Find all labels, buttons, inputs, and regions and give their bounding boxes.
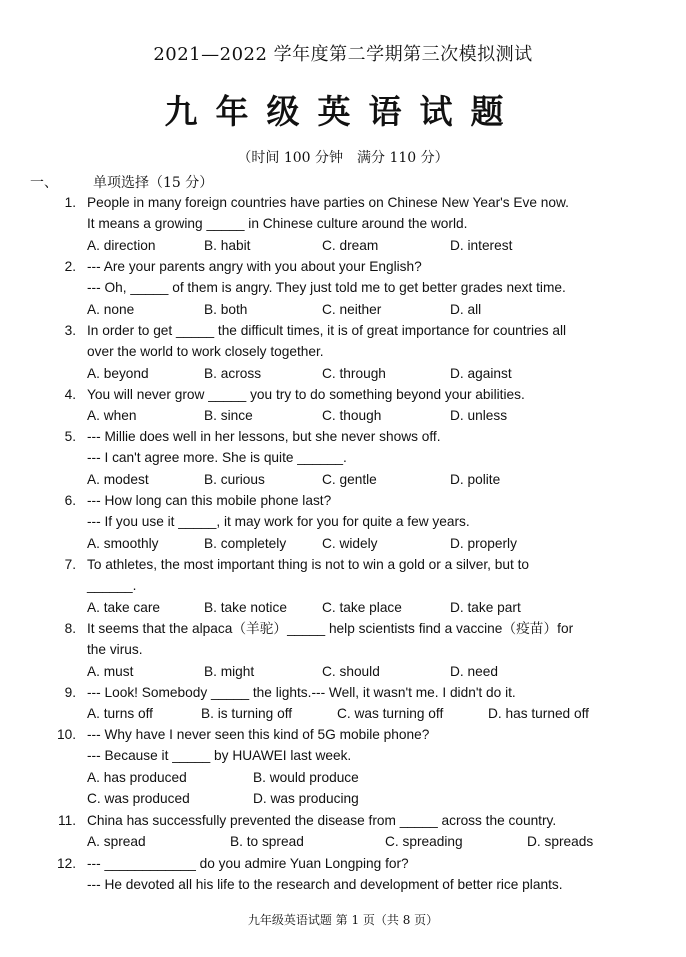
answer-option[interactable]: C. was produced <box>87 790 190 806</box>
answer-option[interactable]: A. must <box>87 663 134 679</box>
question-number: 2. <box>64 259 76 274</box>
answer-option[interactable]: D. has turned off <box>488 706 589 722</box>
exam-title: 九年级英语试题 <box>164 92 522 131</box>
answer-option[interactable]: D. against <box>450 365 512 381</box>
answer-option[interactable]: A. direction <box>87 237 156 253</box>
exam-info: （时间 100 分钟 满分 110 分） <box>237 150 449 166</box>
answer-option[interactable]: B. since <box>204 408 253 424</box>
question-number: 8. <box>64 621 76 636</box>
question-number: 7. <box>64 557 76 572</box>
answer-option[interactable]: B. habit <box>204 237 251 253</box>
answer-option[interactable]: C. gentle <box>322 471 377 487</box>
answer-option[interactable]: A. smoothly <box>87 535 159 551</box>
question-text: --- Why have I never seen this kind of 5G mobile phone? <box>87 727 430 742</box>
answer-option[interactable]: C. through <box>322 365 386 381</box>
question-number: 3. <box>64 323 76 338</box>
answer-option[interactable]: B. is turning off <box>201 706 293 722</box>
question-text: --- I can't agree more. She is quite ______. <box>87 450 347 466</box>
question-number: 11. <box>57 813 76 828</box>
question-text: In order to get _____ the difficult times, it is of great importance for countries all <box>87 323 567 338</box>
answer-option[interactable]: A. turns off <box>87 706 153 722</box>
question-text: People in many foreign countries have parties on Chinese New Year's Eve now. <box>87 195 569 210</box>
question-text: China has successfully prevented the disease from _____ across the country. <box>87 813 557 828</box>
question-text: --- Millie does well in her lessons, but she never shows off. <box>87 429 441 444</box>
question-text: --- Look! Somebody _____ the lights.--- Well, it wasn't me. I didn't do it. <box>87 685 516 700</box>
answer-option[interactable]: A. when <box>87 408 137 424</box>
page-footer: 九年级英语试题 第 1 页（共 8 页） <box>247 913 439 927</box>
answer-option[interactable]: B. to spread <box>230 834 304 850</box>
answer-option[interactable]: B. might <box>204 663 255 679</box>
answer-option[interactable]: A. modest <box>87 471 149 487</box>
question-text: --- ____________ do you admire Yuan Longping for? <box>87 856 409 871</box>
answer-option[interactable]: B. would produce <box>253 769 359 785</box>
question-text: You will never grow _____ you try to do something beyond your abilities. <box>87 387 525 402</box>
section-number: 一、 <box>30 175 58 191</box>
term-header: 2021—2022 学年度第二学期第三次模拟测试 <box>153 44 533 65</box>
answer-option[interactable]: C. spreading <box>385 834 463 850</box>
question-number: 12. <box>56 856 76 871</box>
question-number: 1. <box>64 195 76 210</box>
answer-option[interactable]: C. should <box>322 663 380 679</box>
answer-option[interactable]: D. polite <box>450 471 501 487</box>
answer-option[interactable]: B. take notice <box>204 599 287 615</box>
question-text: ______. <box>87 578 137 594</box>
question-text: --- He devoted all his life to the research and development of better rice plants. <box>87 877 563 893</box>
question-number: 4. <box>64 387 76 402</box>
answer-option[interactable]: D. was producing <box>253 790 359 806</box>
question-number: 10. <box>56 727 76 742</box>
answer-option[interactable]: C. neither <box>322 301 382 317</box>
answer-option[interactable]: B. both <box>204 301 248 317</box>
question-text: --- Because it _____ by HUAWEI last week. <box>87 748 352 764</box>
answer-option[interactable]: D. unless <box>450 408 508 424</box>
answer-option[interactable]: D. spreads <box>527 834 594 850</box>
answer-option[interactable]: A. take care <box>87 599 161 615</box>
question-text: over the world to work closely together. <box>87 344 324 360</box>
answer-option[interactable]: D. interest <box>450 237 513 253</box>
answer-option[interactable]: C. though <box>322 408 382 424</box>
answer-option[interactable]: C. was turning off <box>337 706 444 722</box>
answer-option[interactable]: D. all <box>450 301 482 317</box>
answer-option[interactable]: D. take part <box>450 599 521 615</box>
question-number: 6. <box>64 493 76 508</box>
section-title: 单项选择（15 分） <box>93 175 214 191</box>
question-text: --- Oh, _____ of them is angry. They just told me to get better grades next time. <box>87 280 566 296</box>
answer-option[interactable]: C. dream <box>322 237 379 253</box>
answer-option[interactable]: A. spread <box>87 834 146 850</box>
question-text: It means a growing _____ in Chinese culture around the world. <box>87 216 468 232</box>
question-text: To athletes, the most important thing is not to win a gold or a silver, but to <box>87 557 530 572</box>
answer-option[interactable]: B. completely <box>204 535 287 551</box>
answer-option[interactable]: B. curious <box>204 471 265 487</box>
question-text: --- Are your parents angry with you about your English? <box>87 259 422 274</box>
answer-option[interactable]: A. none <box>87 301 135 317</box>
question-text: It seems that the alpaca（羊驼）_____ help scientists find a vaccine（疫苗）for <box>87 621 574 636</box>
answer-option[interactable]: A. has produced <box>87 769 187 785</box>
question-text: --- How long can this mobile phone last? <box>87 493 332 508</box>
answer-option[interactable]: C. take place <box>322 599 402 615</box>
answer-option[interactable]: A. beyond <box>87 365 149 381</box>
question-text: the virus. <box>87 642 143 658</box>
answer-option[interactable]: C. widely <box>322 535 378 551</box>
question-text: --- If you use it _____, it may work for you for quite a few years. <box>87 514 470 530</box>
answer-option[interactable]: D. properly <box>450 535 517 551</box>
answer-option[interactable]: D. need <box>450 663 498 679</box>
question-number: 5. <box>64 429 76 444</box>
answer-option[interactable]: B. across <box>204 365 262 381</box>
question-number: 9. <box>64 685 76 700</box>
